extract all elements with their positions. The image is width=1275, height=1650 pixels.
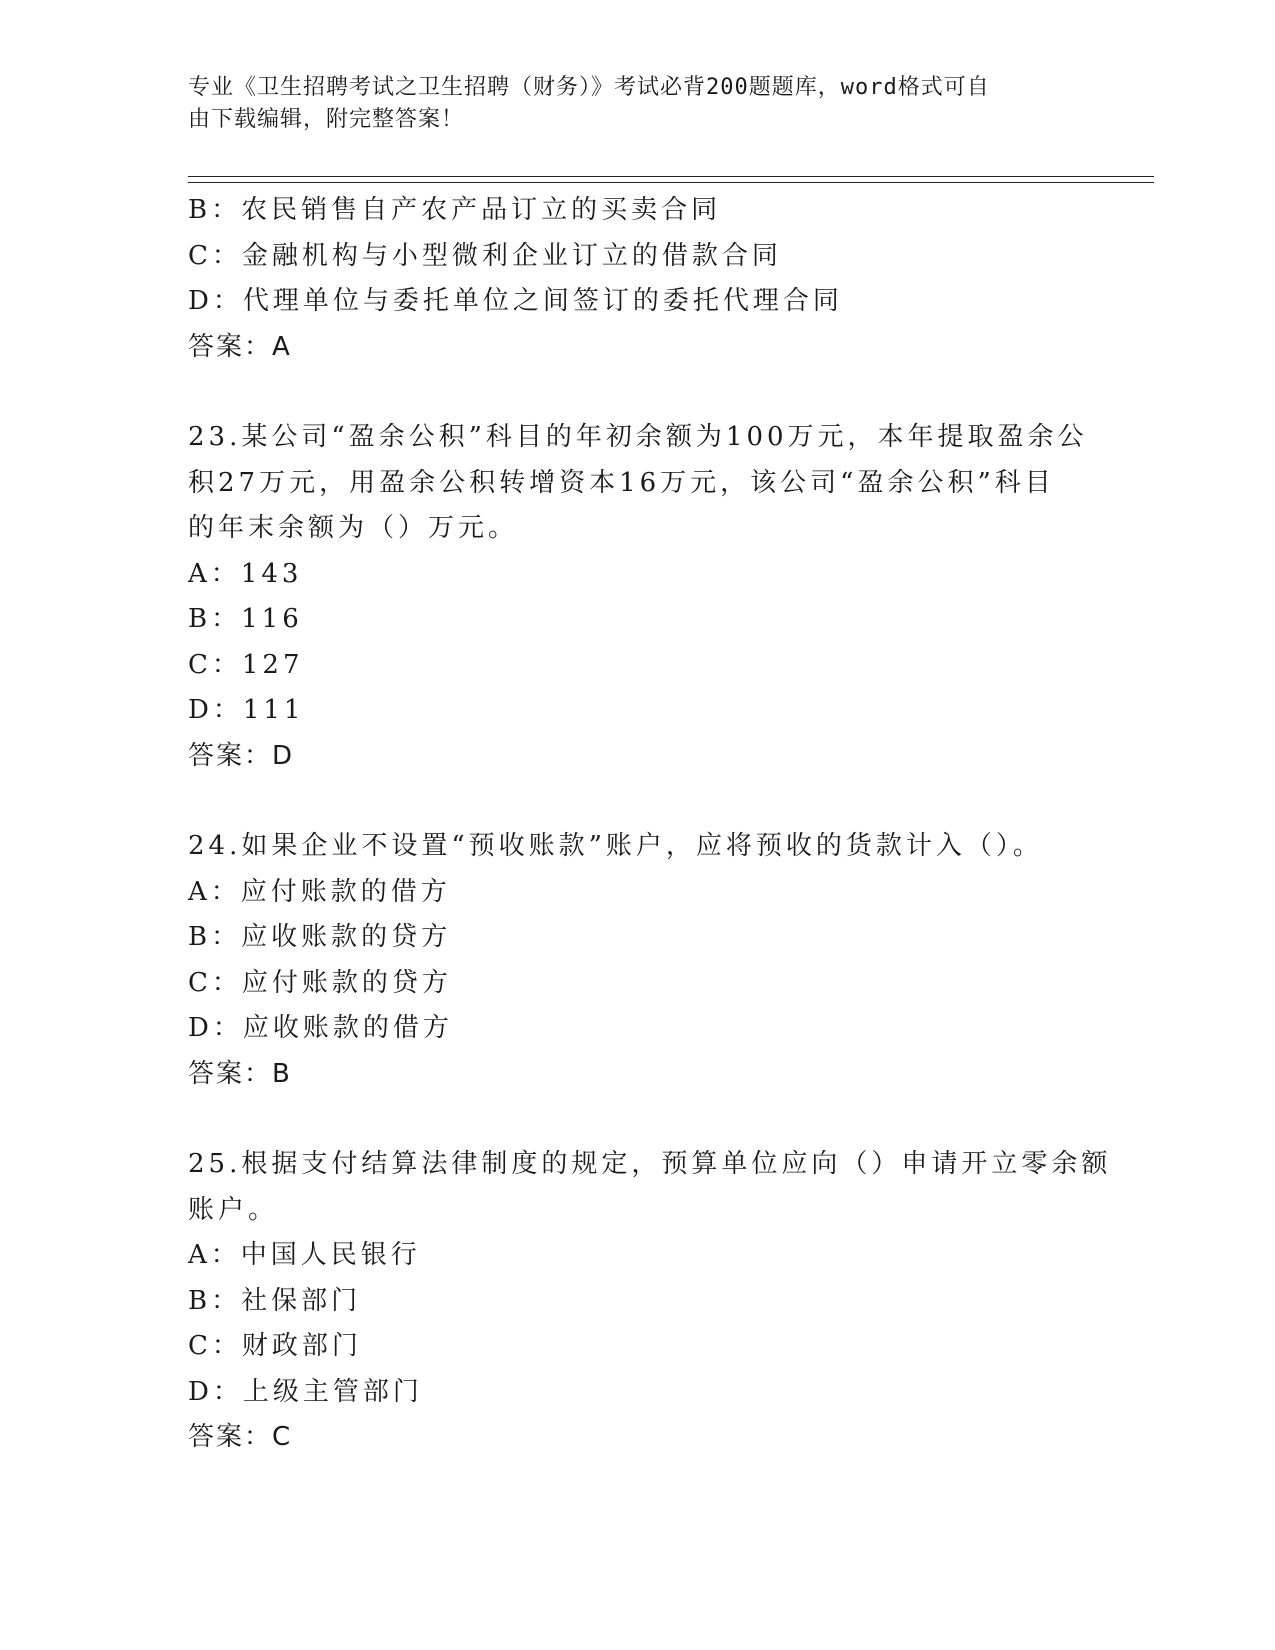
option-b: B：农民销售自产农产品订立的买卖合同 (188, 195, 722, 225)
spacer (188, 779, 1088, 824)
option-a: A：143 (188, 558, 303, 589)
question-stem-line: 账户。 (188, 1194, 279, 1225)
option-d: D：代理单位与委托单位之间签订的委托代理合同 (188, 286, 843, 316)
question-list (188, 188, 1112, 1461)
question-stem-line: 积27万元，用盈余公积转增资本16万元，该公司“盈余公积”科目 (188, 467, 1055, 498)
option-a: A：中国人民银行 (188, 1240, 421, 1270)
question-24 (188, 824, 1088, 1097)
answer: 答案：A (188, 331, 292, 362)
header-rule-top (188, 176, 1154, 177)
answer: 答案：B (188, 1058, 292, 1089)
header-rule-bottom (188, 182, 1154, 183)
option-b: B：社保部门 (188, 1285, 362, 1316)
option-c: C：应付账款的贷方 (188, 967, 452, 998)
option-c: C：财政部门 (188, 1331, 362, 1361)
option-b: B：116 (188, 604, 303, 634)
option-c: C：金融机构与小型微利企业订立的借款合同 (188, 240, 782, 271)
question-22-partial (188, 188, 1088, 370)
option-a: A：应付账款的借方 (188, 876, 451, 907)
answer: 答案：C (188, 1422, 293, 1452)
document-header (188, 72, 1088, 136)
spacer (188, 1097, 1088, 1142)
header-line-2: 由下载编辑，附完整答案！ (188, 107, 465, 132)
question-stem-line: 23.某公司“盈余公积”科目的年初余额为100万元，本年提取盈余公 (188, 422, 1088, 452)
question-23 (188, 415, 1088, 779)
option-c: C：127 (188, 649, 304, 680)
spacer (188, 370, 1088, 415)
header-line-1: 专业《卫生招聘考试之卫生招聘（财务）》考试必背200题题库，word格式可自 (188, 75, 990, 100)
question-stem-line: 24.如果企业不设置“预收账款”账户，应将预收的货款计入（）。 (188, 831, 1043, 861)
question-stem-line: 25.根据支付结算法律制度的规定，预算单位应向（）申请开立零余额 (188, 1149, 1112, 1179)
option-d: D：上级主管部门 (188, 1376, 423, 1407)
question-stem-line: 的年末余额为（）万元。 (188, 513, 519, 543)
option-d: D：应收账款的借方 (188, 1013, 453, 1043)
answer: 答案：D (188, 740, 295, 771)
option-b: B：应收账款的贷方 (188, 922, 452, 952)
option-d: D：111 (188, 695, 305, 725)
question-25 (188, 1142, 1112, 1461)
